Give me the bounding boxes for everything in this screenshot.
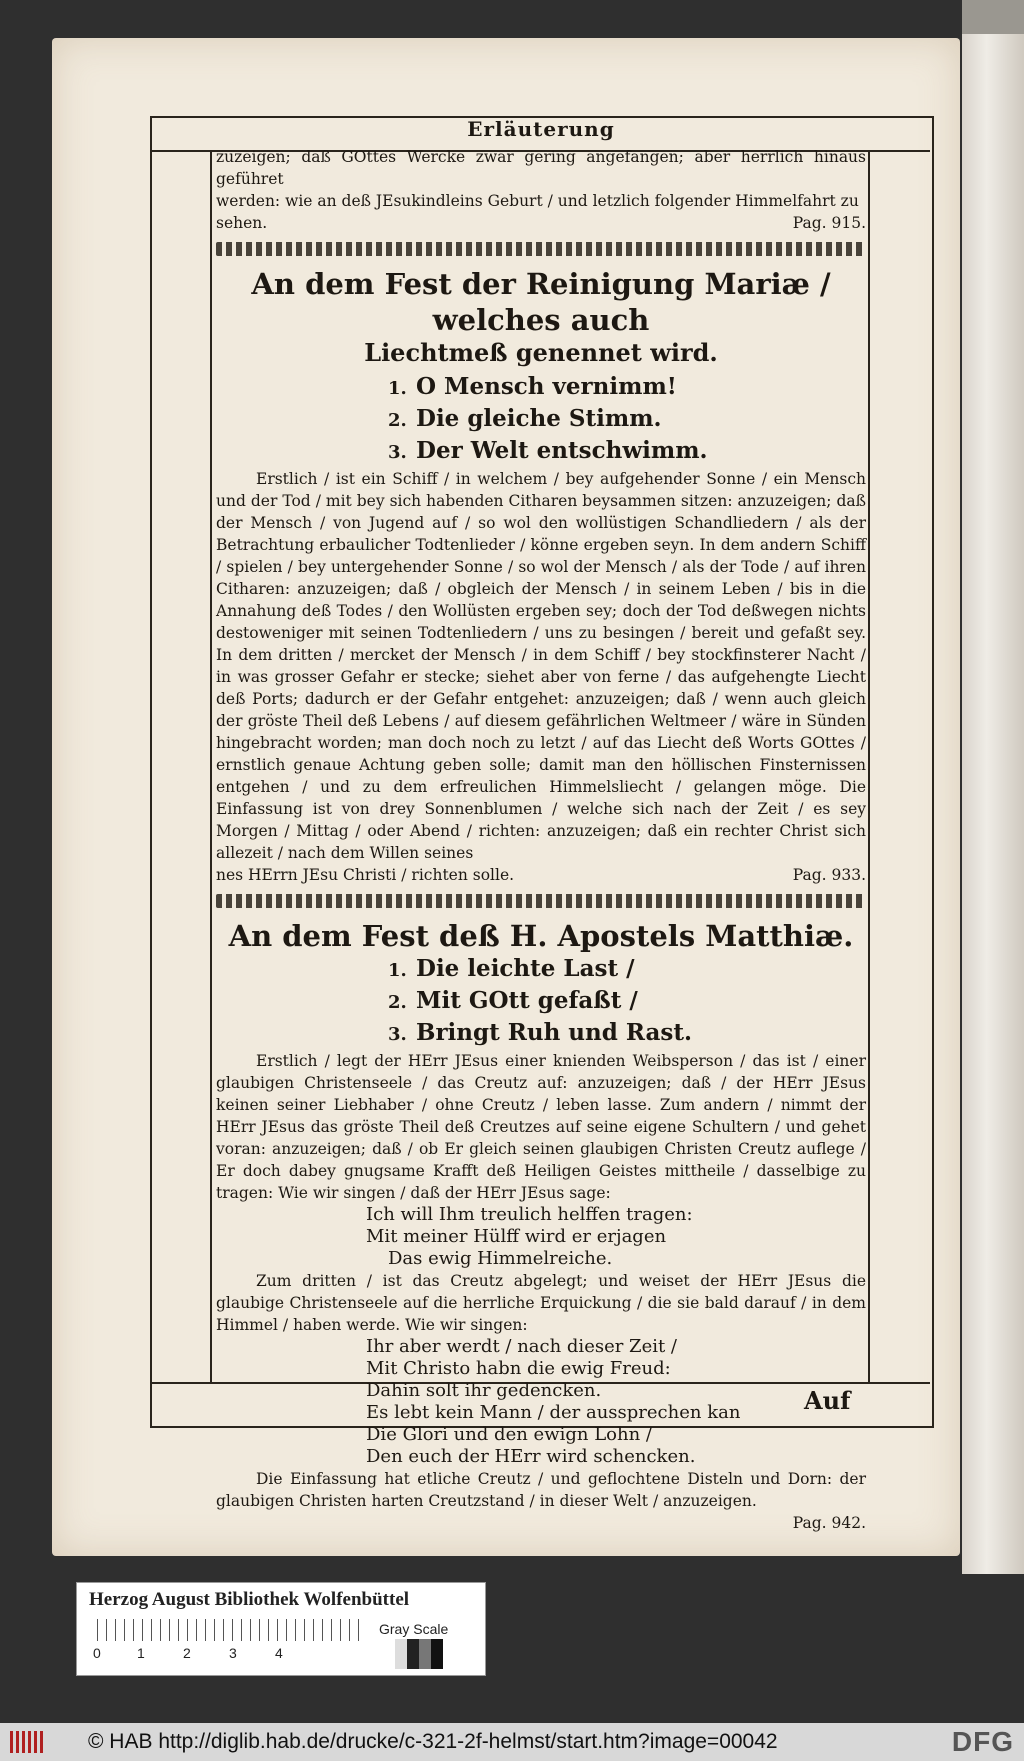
hab-logo-icon	[10, 1731, 46, 1753]
next-page-edge	[962, 34, 1024, 1574]
motto-text: Die gleiche Stimm.	[416, 405, 662, 432]
source-link[interactable]: © HAB http://diglib.hab.de/drucke/c-321-2f-helmst/start.htm?image=00042	[88, 1730, 778, 1753]
library-name: Herzog August Bibliothek Wolfenbüttel	[89, 1589, 410, 1610]
section-body: Erstlich / ist ein Schiff / in welchem / bey aufgehender Sonne / ein Mensch und der Tod / mit bey sich habenden Citharen beysammen sitzen: anzuzeigen; daß der Mensch / von Jugend auf / so wol den wollüstigen Schandliedern / als der Betrachtung erbaulicher Todtenlieder / könne ergeben seyn. In dem andern Schiff / spielen / bey untergehender Sonne / so wol der Mensch / als der Tode / auf ihren Citharen: anzuzeigen; daß / obgleich der Mensch / in seinem Leben / bis in die Annahung deß Todes / den Wollüsten ergeben sey; doch der Tod deßwegen nichts destoweniger mit seinen Todtenliedern / uns zu besingen / bereit und gefaßt sey. In dem dritten / mercket der Mensch / in dem Schiff / bey stockfinsterer Nacht / in was grosser Gefahr er stecke; siehet aber von ferne / das aufgehengte Liecht deß Ports; dadurch er der Gefahr entgehet: anzuzeigen; daß / wenn auch gleich der gröste Theil deß Lebens / auf diesem gefährlichen Weltmeer / wäre in Sünden hingebracht worden; man doch noch zu letzt / auf das Liecht deß Worts GOttes / ernstlich genaue Achtung geben solle; damit man den höllischen Finsternissen entgehen / und zu dem erfreulichen Himmelsliecht / gelangen möge. Die Einfassung ist von drey Sonnenblumen / welche sich nach der Zeit / es sey Morgen / Mittag / oder Abend / richten: anzuzeigen; daß ein rechter Christ sich allezeit / nach dem Willen seines	[216, 470, 866, 862]
ruler-number: 1	[137, 1645, 145, 1661]
ruler-number: 0	[93, 1645, 101, 1661]
verse-line: Die Glori und den ewign Lohn /	[366, 1424, 652, 1445]
ornamental-divider	[216, 242, 866, 256]
motto-line	[216, 986, 866, 1018]
motto-number: 1.	[388, 960, 407, 981]
verse-line: Dahin solt ihr gedencken.	[366, 1380, 602, 1401]
intro-line: zuzeigen; daß GOttes Wercke zwar gering angefangen; aber herrlich hinaus geführet	[216, 148, 866, 188]
page-reference: Pag. 933.	[792, 866, 866, 884]
intro-last: sehen.	[216, 214, 268, 232]
page-reference: Pag. 915.	[792, 214, 866, 232]
motto-line	[216, 436, 866, 468]
verse-line: Den euch der HErr wird schencken.	[366, 1446, 696, 1467]
motto-text: O Mensch vernimm!	[416, 373, 677, 400]
section-title: An dem Fest der Reinigung Mariæ / welches auch	[251, 267, 831, 337]
motto-line	[216, 372, 866, 404]
intro-end	[216, 212, 866, 234]
motto-number: 2.	[388, 410, 407, 431]
motto-number: 1.	[388, 378, 407, 399]
verse-line: Es lebt kein Mann / der aussprechen kan	[366, 1402, 741, 1423]
ruler-number: 4	[275, 1645, 283, 1661]
page-content	[216, 118, 866, 1534]
catchword: Auf	[804, 1386, 851, 1415]
dfg-logo: DFG	[951, 1726, 1014, 1757]
section-body: Die Einfassung hat etliche Creutz / und geflochtene Disteln und Dorn: der glaubigen Christen harten Creutzstand / in dieser Welt / anzuzeigen.	[216, 1470, 866, 1510]
motto-line	[216, 1018, 866, 1050]
ruler-scale	[97, 1619, 367, 1641]
section-title: An dem Fest deß H. Apostels Matthiæ.	[228, 919, 854, 953]
verse-line: Mit Christo habn die ewig Freud:	[366, 1358, 671, 1379]
section-body-last: nes HErrn JEsu Christi / richten solle.	[216, 866, 515, 884]
ruler-number: 3	[229, 1645, 237, 1661]
section-body: Zum dritten / ist das Creutz abgelegt; und weiset der HErr JEsus die glaubige Christenseele auf die herrliche Erquickung / die sie bald darauf / in dem Himmel / haben werde. Wie wir singen:	[216, 1272, 866, 1334]
intro-line: werden: wie an deß JEsukindleins Geburt / und letzlich folgender Himmelfahrt zu	[216, 192, 859, 210]
verse-line: Ihr aber werdt / nach dieser Zeit /	[366, 1336, 677, 1357]
motto-text: Mit GOtt gefaßt /	[416, 987, 638, 1014]
motto-number: 3.	[388, 1024, 407, 1045]
section-body-end	[216, 864, 866, 886]
section-subtitle: Liechtmeß genennet wird.	[364, 338, 718, 367]
motto-text: Der Welt entschwimm.	[416, 437, 708, 464]
motto-number: 2.	[388, 992, 407, 1013]
motto-line	[216, 404, 866, 436]
motto-number: 3.	[388, 442, 407, 463]
motto-line	[216, 954, 866, 986]
ruler-number: 2	[183, 1645, 191, 1661]
motto-text: Bringt Ruh und Rast.	[416, 1019, 692, 1046]
verse-line: Ich will Ihm treulich helffen tragen:	[366, 1204, 693, 1225]
gray-scale-label: Gray Scale	[379, 1621, 449, 1637]
verse-line: Das ewig Himmelreiche.	[388, 1248, 613, 1269]
section-body: Erstlich / legt der HErr JEsus einer knienden Weibsperson / das ist / einer glaubigen Christenseele / das Creutz auf: anzuzeigen; daß / der HErr JEsus keinen seiner Liebhaber / ohne Creutz / leben lasse. Zum andern / nimmt der HErr JEsus das gröste Theil deß Creutzes auf seine eigene Schultern / und gehet voran: anzuzeigen; daß / ob Er gleich seinen glaubigen Christen Creutz auflege / Er doch dabey gnugsame Krafft deß Heiligen Geistes mittheile / dasselbige zu tragen: Wie wir singen / daß der HErr JEsus sage:	[216, 1052, 866, 1202]
ornamental-divider	[216, 894, 866, 908]
verse-line: Mit meiner Hülff wird er erjagen	[366, 1226, 667, 1247]
motto-text: Die leichte Last /	[416, 955, 635, 982]
gray-scale-swatch	[395, 1639, 443, 1669]
running-header: Erläuterung	[467, 117, 615, 141]
background-strip	[962, 0, 1024, 34]
color-scale-card	[76, 1582, 486, 1676]
page-reference: Pag. 942.	[792, 1514, 866, 1532]
viewer-footer	[0, 1723, 1024, 1761]
